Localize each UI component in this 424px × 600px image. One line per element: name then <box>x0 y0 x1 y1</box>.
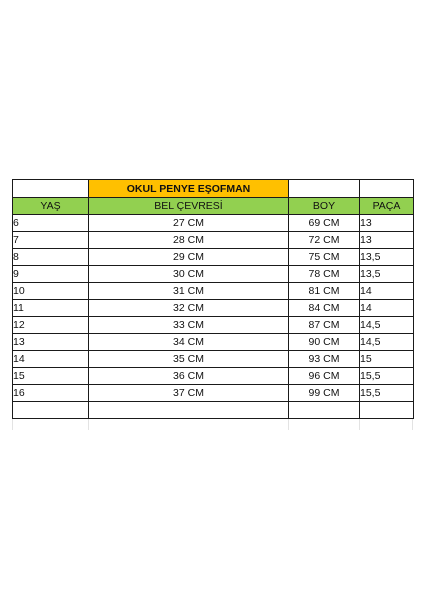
table-row <box>13 300 414 317</box>
waist-cell: 28 CM <box>89 232 289 249</box>
height-cell: 69 CM <box>289 215 360 232</box>
age-cell: 16 <box>13 385 89 402</box>
table-row <box>13 317 414 334</box>
table-row <box>13 368 414 385</box>
leg-cell: 13 <box>360 215 414 232</box>
title-row <box>13 180 414 198</box>
empty-cell <box>13 180 89 198</box>
waist-cell: 33 CM <box>89 317 289 334</box>
waist-cell: 36 CM <box>89 368 289 385</box>
waist-cell: 35 CM <box>89 351 289 368</box>
waist-cell: 34 CM <box>89 334 289 351</box>
age-cell: 13 <box>13 334 89 351</box>
waist-cell: 27 CM <box>89 215 289 232</box>
empty-cell <box>289 402 360 419</box>
height-cell: 84 CM <box>289 300 360 317</box>
age-cell: 6 <box>13 215 89 232</box>
age-cell: 9 <box>13 266 89 283</box>
header-leg: PAÇA <box>360 198 414 215</box>
table-row <box>13 385 414 402</box>
table-row <box>13 249 414 266</box>
leg-cell: 15,5 <box>360 368 414 385</box>
age-cell: 14 <box>13 351 89 368</box>
height-cell: 90 CM <box>289 334 360 351</box>
leg-cell: 15 <box>360 351 414 368</box>
leg-cell: 14 <box>360 283 414 300</box>
empty-cell <box>360 180 414 198</box>
header-age: YAŞ <box>13 198 89 215</box>
empty-cell <box>289 180 360 198</box>
age-cell: 8 <box>13 249 89 266</box>
height-cell: 75 CM <box>289 249 360 266</box>
height-cell: 81 CM <box>289 283 360 300</box>
leg-cell: 15,5 <box>360 385 414 402</box>
leg-cell: 13,5 <box>360 249 414 266</box>
spreadsheet-gridlines <box>12 418 412 430</box>
age-cell: 7 <box>13 232 89 249</box>
waist-cell: 37 CM <box>89 385 289 402</box>
empty-cell <box>13 402 89 419</box>
header-height: BOY <box>289 198 360 215</box>
empty-cell <box>89 402 289 419</box>
age-cell: 15 <box>13 368 89 385</box>
blank-row <box>13 402 414 419</box>
height-cell: 78 CM <box>289 266 360 283</box>
table-row <box>13 266 414 283</box>
leg-cell: 14,5 <box>360 317 414 334</box>
table-row <box>13 232 414 249</box>
waist-cell: 29 CM <box>89 249 289 266</box>
leg-cell: 14,5 <box>360 334 414 351</box>
age-cell: 10 <box>13 283 89 300</box>
height-cell: 99 CM <box>289 385 360 402</box>
waist-cell: 31 CM <box>89 283 289 300</box>
empty-cell <box>360 402 414 419</box>
height-cell: 87 CM <box>289 317 360 334</box>
height-cell: 93 CM <box>289 351 360 368</box>
size-table <box>12 179 414 419</box>
height-cell: 96 CM <box>289 368 360 385</box>
age-cell: 11 <box>13 300 89 317</box>
leg-cell: 14 <box>360 300 414 317</box>
table-row <box>13 215 414 232</box>
leg-cell: 13,5 <box>360 266 414 283</box>
table-row <box>13 334 414 351</box>
table-row <box>13 351 414 368</box>
waist-cell: 32 CM <box>89 300 289 317</box>
leg-cell: 13 <box>360 232 414 249</box>
table-title: OKUL PENYE EŞOFMAN <box>89 180 289 198</box>
height-cell: 72 CM <box>289 232 360 249</box>
age-cell: 12 <box>13 317 89 334</box>
header-row <box>13 198 414 215</box>
header-waist: BEL ÇEVRESİ <box>89 198 289 215</box>
waist-cell: 30 CM <box>89 266 289 283</box>
table-row <box>13 283 414 300</box>
